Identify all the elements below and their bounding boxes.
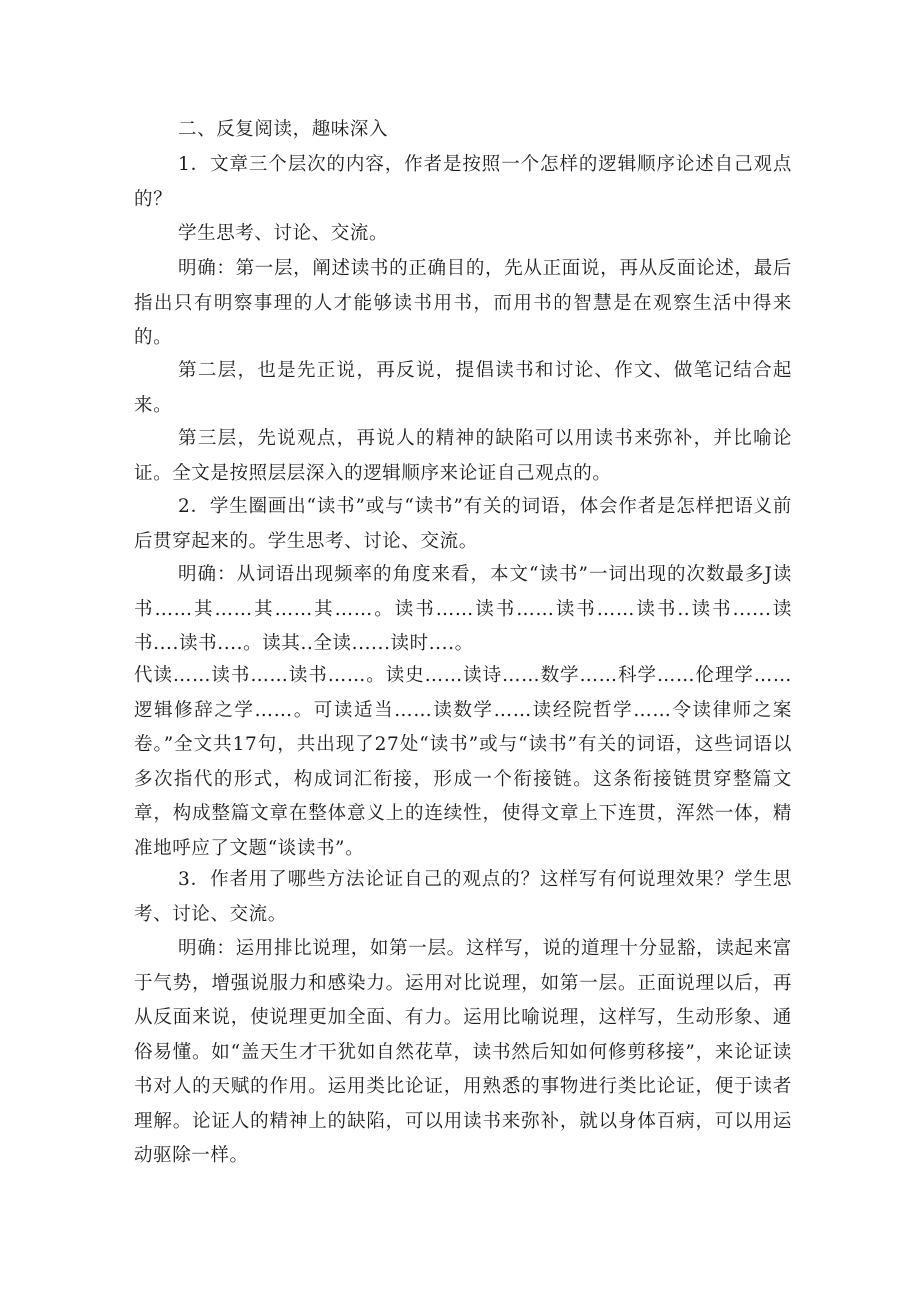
answer-layer-2: 第二层，也是先正说，再反说，提倡读书和讨论、作文、做笔记结合起来。 — [134, 360, 792, 416]
question-1: 1．文章三个层次的内容，作者是按照一个怎样的逻辑顺序论述自己观点的？ — [134, 154, 792, 210]
answer-layer-1: 明确：第一层，阐述读书的正确目的，先从正面说，再从反面论述，最后指出只有明察事理的人才能够读书用书，而用书的智慧是在观察生活中得来的。 — [134, 258, 792, 348]
answer-layer-3: 第三层，先说观点，再说人的精神的缺陷可以用读书来弥补，并比喻论证。全文是按照层层深入的逻辑顺序来论证自己观点的。 — [134, 428, 792, 484]
answer-2-part-1: 明确：从词语出现频率的角度来看，本文“读书”一词出现的次数最多J读书……其……其……其……。读书……读书……读书……读书..读书......读书....读书....。读其..全读......读时....。 — [134, 564, 792, 654]
answer-2-part-2: 代读……读书……读书……。读史……读诗……数学……科学……伦理学……逻辑修辞之学……。可读适当……读数学……读经院哲学……令读律师之案卷。”全文共17句，共出现了27处“读书”或与“读书”有关的词语，这些词语以多次指代的形式，构成词汇衔接，形成一个衔接链。这条衔接链贯穿整篇文章，构成整篇文章在整体意义上的连续性，使得文章上下连贯，浑然一体，精准地呼应了文题“谈读书”。 — [134, 665, 792, 859]
question-2: 2．学生圈画出“读书”或与“读书”有关的词语，体会作者是怎样把语义前后贯穿起来的。学生思考、讨论、交流。 — [134, 496, 792, 552]
answer-3: 明确：运用排比说理，如第一层。这样写，说的道理十分显豁，读起来富于气势，增强说服力和感染力。运用对比说理，如第一层。正面说理以后，再从反面来说，使说理更加全面、有力。运用比喻说理，这样写，生动形象、通俗易懂。如“盖天生才干犹如自然花草，读书然后知如何修剪移接”，来论证读书对人的天赋的作用。运用类比论证，用熟悉的事物进行类比论证，便于读者理解。论证人的精神上的缺陷，可以用读书来弥补，就以身体百病，可以用运动驱除一样。 — [134, 938, 792, 1166]
section-heading: 二、反复阅读，趣味深入 — [178, 119, 389, 140]
student-activity-1: 学生思考、讨论、交流。 — [178, 223, 389, 244]
question-3: 3．作者用了哪些方法论证自己的观点的？这样写有何说理效果？学生思考、讨论、交流。 — [134, 869, 792, 925]
